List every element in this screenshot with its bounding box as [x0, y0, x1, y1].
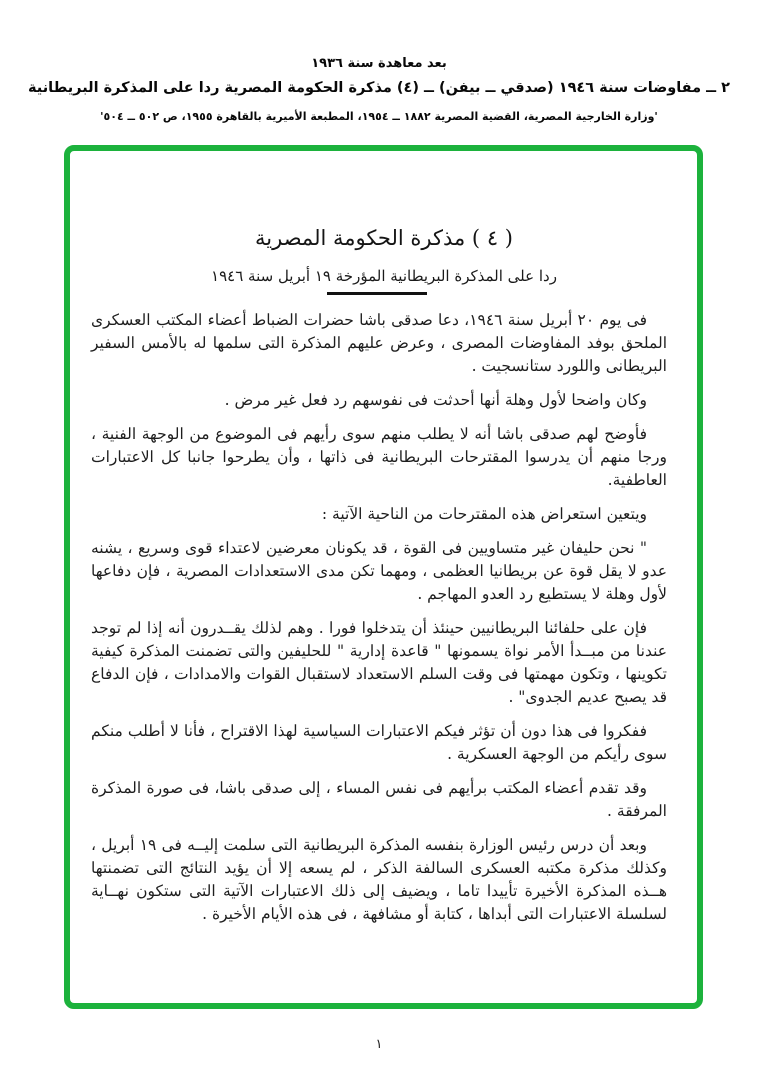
paragraph: فأوضح لهم صدقى باشا أنه لا يطلب منهم سوى رأيهم فى الموضوع من الوجهة الفنية ، ورجا منهم أن يدرسوا المقترحات البريطانية فى ذاتها ، وأن يطرحوا جانبا كل الاعتبارات العاطفية. — [91, 425, 667, 489]
header-treaty-line: بعد معاهدة سنة ١٩٣٦ — [311, 56, 447, 71]
paragraph: وكان واضحا لأول وهلة أنها أحدثت فى نفوسهم رد فعل غير مرض . — [224, 391, 647, 409]
header-document-heading: ٢ ــ مفاوضات سنة ١٩٤٦ (صدقي ــ بيفن) ــ (٤) مذكرة الحكومة المصرية ردا على المذكرة البريطانية — [28, 80, 730, 96]
title-divider-rule — [327, 292, 427, 295]
paragraph: ويتعين استعراض هذه المقترحات من الناحية الآتية : — [321, 505, 647, 523]
paragraph: " نحن حليفان غير متساويين فى القوة ، قد يكونان معرضين لاعتداء قوى وسريع ، يشنه عدو لا يقل قوة عن بريطانيا العظمى ، ومهما تكن مدى الاستعدادات المصرية ، فإن دفاعها لأول وهلة لا يستطيع رد العدو المهاجم . — [91, 539, 667, 603]
paragraph: ففكروا فى هذا دون أن تؤثر فيكم الاعتبارات السياسية لهذا الاقتراح ، فأنا لا أطلب منكم سوى رأيكم من الوجهة العسكرية . — [91, 722, 667, 763]
paragraph: فى يوم ٢٠ أبريل سنة ١٩٤٦، دعا صدقى باشا حضرات الضباط أعضاء المكتب العسكرى الملحق بوفد المفاوضات المصرى ، وعرض عليهم المذكرة التى سلمها له بالأمس السفير البريطانى واللورد ستانسجيت . — [91, 311, 667, 375]
paragraph: فإن على حلفائنا البريطانيين حينئذ أن يتدخلوا فورا . وهم لذلك يقــدرون أنه إذا لم توجد عندنا من مبــدأ الأمر نواة يسمونها " قاعدة إدارية " للحليفين والتى تضمنت المذكرة كيفية تكوينها ، وتكون مهمتها فى وقت السلم الاستعداد لاستقبال القوات والامدادات ، فإن الدفاع قد يصبح عديم الجدوى" . — [91, 619, 667, 706]
memorandum-subtitle: ردا على المذكرة البريطانية المؤرخة ١٩ أبريل سنة ١٩٤٦ — [211, 267, 557, 285]
page-number: ١ — [375, 1037, 383, 1052]
memorandum-title: ( ٤ ) مذكرة الحكومة المصرية — [255, 226, 513, 250]
document-body — [91, 309, 667, 937]
header-source-citation: 'وزارة الخارجية المصرية، القضية المصرية ١٨٨٢ ــ ١٩٥٤، المطبعة الأميرية بالقاهرة ١٩٥٥، ص ٥٠٢ ــ ٥٠٤' — [100, 110, 658, 123]
paragraph: وبعد أن درس رئيس الوزارة بنفسه المذكرة البريطانية التى سلمت إليــه فى ١٩ أبريل ، وكذلك مذكرة مكتبه العسكرى السالفة الذكر ، لم يسعه إلا أن يؤيد النتائج التى تضمنتها هــذه المذكرة الأخيرة تأييدا تاما ، ويضيف إلى ذلك الاعتبارات الآتية التى ستكون نهــاية لسلسلة الاعتبارات التى أبداها ، كتابة أو مشافهة ، فى هذه الأيام الأخيرة . — [91, 836, 667, 923]
paragraph: وقد تقدم أعضاء المكتب برأيهم فى نفس المساء ، إلى صدقى باشا، فى صورة المذكرة المرفقة . — [91, 779, 667, 820]
